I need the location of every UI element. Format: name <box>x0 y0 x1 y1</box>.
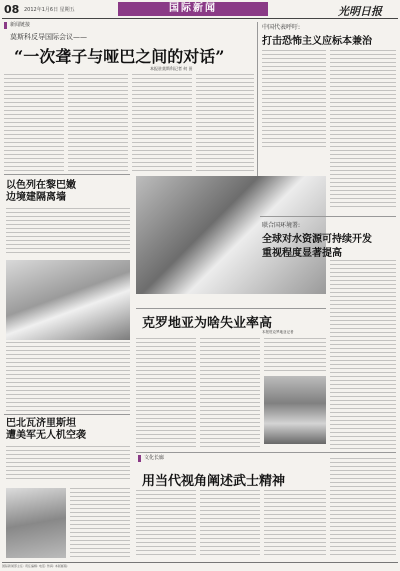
main-headline: “一次聋子与哑巴之间的对话” <box>14 47 225 66</box>
water-kicker: 联合国环境署: <box>262 222 301 229</box>
croatia-headline: 克罗地亚为啥失业率高 <box>142 316 273 331</box>
main-body-col4 <box>196 74 254 172</box>
header-rule <box>2 18 398 19</box>
main-dateline: 莫斯科反导国际会议—— <box>10 33 87 41</box>
samurai-headline: 用当代视角阐述武士精神 <box>142 474 286 489</box>
samurai-body-col3 <box>264 490 326 558</box>
terror-headline: 打击恐怖主义应标本兼治 <box>262 36 372 47</box>
israel-rule <box>4 174 130 175</box>
terror-body-col3 <box>330 150 396 210</box>
israel-body <box>6 208 130 256</box>
samurai-body-col1 <box>136 490 196 558</box>
croatia-rule <box>136 308 326 309</box>
main-body-col2 <box>68 74 128 172</box>
main-body-col3 <box>132 74 192 172</box>
water-body-col1 <box>330 260 396 390</box>
water-body-col2 <box>330 392 396 452</box>
croatia-body-col3 <box>264 338 326 372</box>
portrait-photo <box>6 488 66 558</box>
samurai-rule <box>136 452 396 453</box>
terror-kicker: 中国代表呼吁: <box>262 24 301 31</box>
chefs-photo-caption <box>136 296 326 306</box>
israel-headline-1: 以色列在黎巴嫩 <box>6 180 76 191</box>
samurai-body-col2 <box>200 490 260 558</box>
croatia-body-col1 <box>136 338 196 448</box>
main-kicker: 新闻链接 <box>4 22 30 29</box>
section-banner <box>118 2 268 16</box>
issue-date: 2012年1月6日 星期五 <box>24 7 75 13</box>
section-title: 国际新闻 <box>169 3 217 14</box>
pakistan-headline-2: 遭美军无人机空袭 <box>6 430 86 441</box>
main-body-col1 <box>4 74 64 172</box>
croatia-body-col2 <box>200 338 260 448</box>
couple-photo <box>6 260 130 340</box>
couple-caption <box>6 342 130 412</box>
pakistan-body <box>6 446 130 482</box>
page-number: 08 <box>4 3 20 16</box>
market-photo <box>264 376 326 444</box>
main-byline: 本报驻莫斯科记者 何 田 <box>150 66 193 71</box>
pakistan-rule <box>4 414 130 415</box>
newspaper-logo: 光明日报 <box>338 5 382 18</box>
croatia-byline: 本报驻克罗地亚记者 <box>262 330 294 334</box>
israel-headline-2: 边境建隔离墙 <box>6 192 66 203</box>
terror-body-col1 <box>262 50 326 148</box>
terror-body-col2 <box>330 50 396 148</box>
pakistan-headline-1: 巴北瓦济里斯坦 <box>6 418 76 429</box>
water-headline-1: 全球对水资源可持续开发 <box>262 234 372 245</box>
page-footer: 国际新闻部主任: 责任编辑: 电话: 传真: 本版邮箱: <box>2 562 398 568</box>
samurai-body-col4 <box>330 458 396 558</box>
portrait-side-text <box>70 488 130 558</box>
samurai-kicker: 文化长廊 <box>138 455 164 462</box>
water-headline-2: 重视程度显著提高 <box>262 248 342 259</box>
water-rule <box>260 216 396 217</box>
